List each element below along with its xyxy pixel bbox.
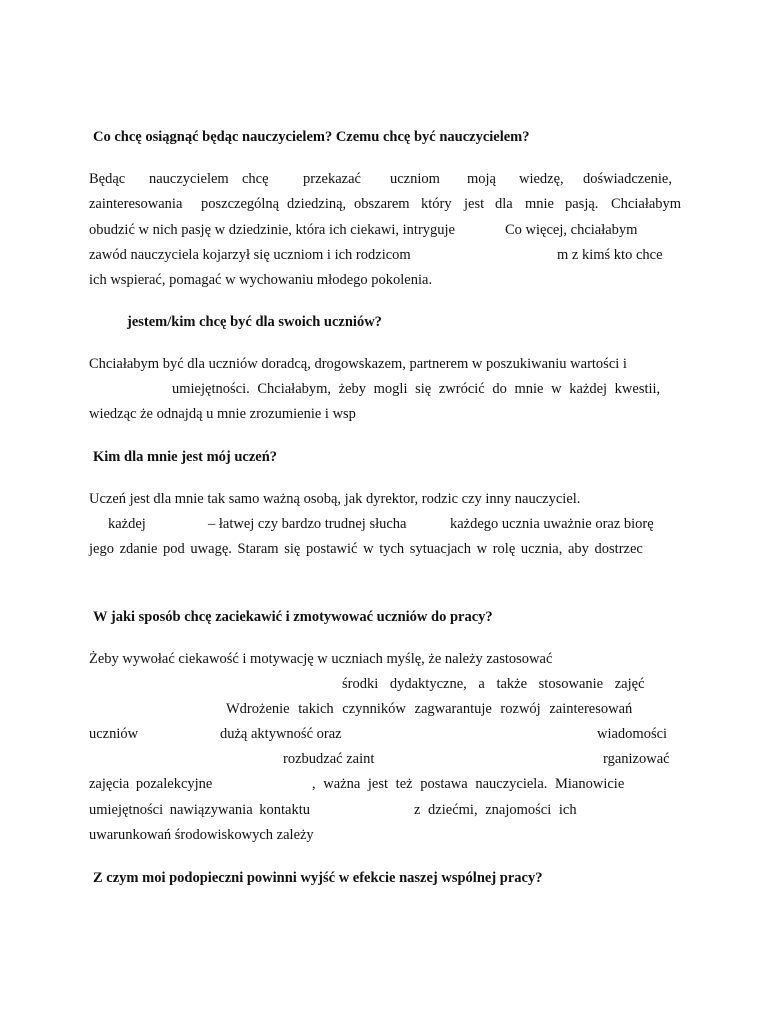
p4-line: wiadomości	[597, 726, 668, 742]
heading-who-i-am: jestem/kim chcę być dla swoich uczniów?	[127, 314, 382, 330]
p1-word: doświadczenie,	[583, 171, 672, 187]
p1-word: Chciałabym	[611, 196, 682, 212]
p2-line: Chciałabym być dla uczniów doradcą, drogowskazem, partnerem w poszukiwaniu wartości i	[89, 356, 627, 372]
p1-word: który	[421, 196, 452, 212]
p1-line: m z kimś kto chce	[557, 247, 663, 263]
p4-line: uczniów	[89, 726, 139, 742]
p1-word: zainteresowania	[89, 196, 183, 212]
p4-line: Żeby wywołać ciekawość i motywację w uczniach myślę, że należy zastosować	[89, 651, 553, 667]
p1-word: jest	[464, 196, 485, 212]
p3-line: każdej	[108, 516, 146, 532]
heading-outcomes: Z czym moi podopieczni powinni wyjść w efekcie naszej wspólnej pracy?	[93, 870, 543, 886]
p1-word: mnie	[525, 196, 554, 212]
p2-line: umiejętności. Chciałabym, żeby mogli się zwrócić do mnie w każdej kwestii,	[172, 381, 661, 397]
p1-word: uczniom	[390, 171, 440, 187]
p4-line: rozbudzać zaint	[283, 751, 375, 767]
p1-word: pasją.	[565, 196, 599, 212]
p4-line: z dziećmi, znajomości ich	[414, 802, 577, 818]
p1-word: wiedzę,	[519, 171, 564, 187]
p3-line: jego zdanie pod uwagę. Staram się postawić w tych sytuacjach w rolę ucznia, aby dostrzec	[89, 541, 643, 557]
p4-line: Wdrożenie takich czynników zagwarantuje rozwój zainteresowań	[226, 701, 633, 717]
p1-word: dla	[495, 196, 513, 212]
p1-word: obszarem	[354, 196, 410, 212]
p3-line: Uczeń jest dla mnie tak samo ważną osobą, jak dyrektor, rodzic czy inny nauczyciel.	[89, 491, 581, 507]
p2-line: wiedząc że odnajdą u mnie zrozumienie i wsp	[89, 406, 356, 422]
p1-line: obudzić w nich pasję w dziedzinie, która ich ciekawi, intryguje	[89, 222, 455, 238]
p1-line: zawód nauczyciela kojarzył się uczniom i ich rodzicom	[89, 247, 411, 263]
p3-line: każdego ucznia uważnie oraz biorę	[450, 516, 654, 532]
heading-goals: Co chcę osiągnąć będąc nauczycielem? Czemu chcę być nauczycielem?	[93, 129, 530, 145]
p1-word: nauczycielem	[149, 171, 229, 187]
p4-line: zajęcia pozalekcyjne	[89, 776, 213, 792]
p1-word: Będąc	[89, 171, 126, 187]
p4-line: umiejętności nawiązywania kontaktu	[89, 802, 311, 818]
p4-line: środki dydaktyczne, a także stosowanie zajęć	[342, 676, 645, 692]
p1-word: poszczególną	[201, 196, 280, 212]
p4-line: , ważna jest też postawa nauczyciela. Mianowicie	[312, 776, 625, 792]
p1-word: chcę	[242, 171, 269, 187]
p1-line: ich wspierać, pomagać w wychowaniu młodego pokolenia.	[89, 272, 433, 288]
p4-line: uwarunkowań środowiskowych zależy	[89, 827, 314, 843]
p1-word: dziedziną,	[287, 196, 347, 212]
p1-word: moją	[467, 171, 496, 187]
p1-word: przekazać	[303, 171, 361, 187]
p4-line: dużą aktywność oraz	[220, 726, 342, 742]
p3-line: – łatwej czy bardzo trudnej słucha	[208, 516, 407, 532]
p4-line: rganizować	[603, 751, 670, 767]
heading-motivate: W jaki sposób chcę zaciekawić i zmotywować uczniów do pracy?	[93, 609, 493, 625]
p1-line: Co więcej, chciałabym	[505, 222, 638, 238]
heading-my-student: Kim dla mnie jest mój uczeń?	[93, 449, 278, 465]
